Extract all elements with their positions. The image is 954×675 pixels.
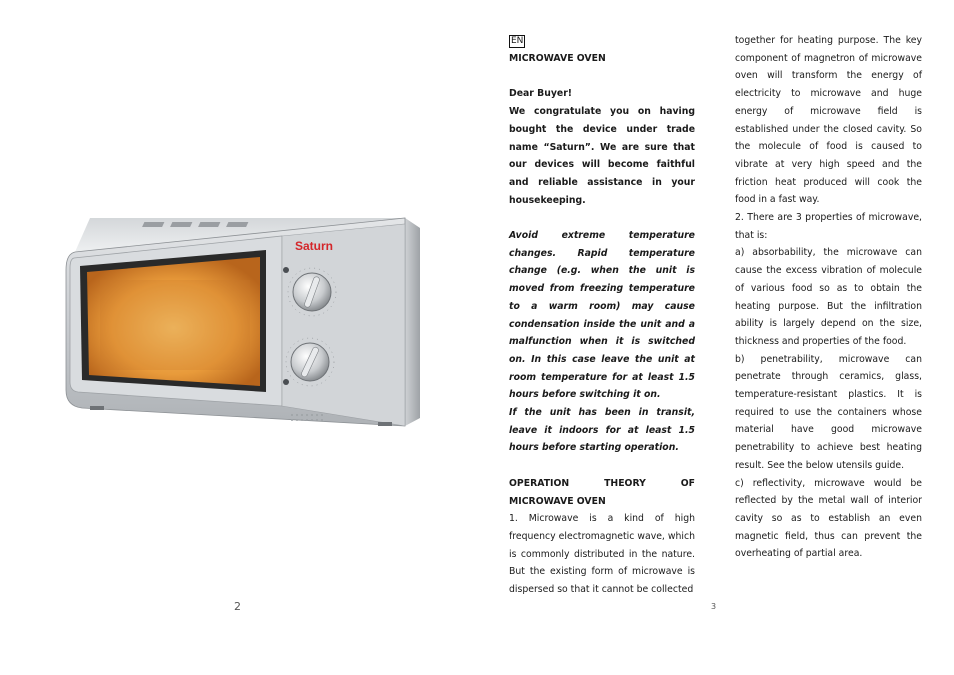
section-heading: OPERATION THEORY OF MICROWAVE OVEN — [509, 477, 695, 507]
language-tag: EN — [511, 36, 524, 46]
greeting: Dear Buyer! — [509, 88, 573, 100]
intro-paragraph: We congratulate you on having bought the device under trade name “Saturn”. We are sure that our devices will become faithful and reliable assistance in your housekeeping. — [509, 106, 695, 206]
theory-paragraph-1-continued: together for heating purpose. The key component of magnetron of microwave oven will transform the energy of electricity to microwave and huge energy of microwave field is established under the closed cavity. So the molecule of food is caused to vibrate at very high speed and the friction heat produced will cook the food in a fast way. — [735, 35, 922, 206]
microwave-oven-image — [60, 210, 425, 435]
left-page-number: 2 — [234, 600, 241, 613]
brand-logo: Saturn — [295, 239, 334, 253]
transit-warning: If the unit has been in transit, leave it indoors for at least 1.5 hours before starting operation. — [509, 407, 695, 454]
property-penetrability: b) penetrability, microwave can penetrate through ceramics, glass, temperature-resistant plastics. It is required to use the containers whose material have good microwave penetrability to achieve best heating result. See the below utensils guide. — [735, 353, 922, 471]
document-title: MICROWAVE OVEN — [509, 53, 606, 64]
property-reflectivity: c) reflectivity, microwave would be reflected by the metal wall of interior cavity so as to establish an even magnetic field, thus can prevent the overheating of partial area. — [735, 477, 922, 560]
theory-paragraph-2: 2. There are 3 properties of microwave, that is: — [735, 212, 922, 241]
property-absorbability: a) absorbability, the microwave can cause the excess vibration of molecule of various food so as to obtain the heating purpose. But the infiltration ability is largely depend on the size, thickness and properties of the food. — [735, 247, 922, 347]
middle-text-column — [509, 32, 695, 599]
right-text-column — [735, 32, 922, 563]
right-page-number: 3 — [711, 602, 717, 611]
warning-paragraph: Avoid extreme temperature changes. Rapid temperature change (e.g. when the unit is moved from freezing temperature to a warm room) may cause condensation inside the unit and a malfunction when it is switched on. In this case leave the unit at room temperature for at least 1.5 hours before switching it on. — [509, 230, 695, 401]
theory-paragraph-1: 1. Microwave is a kind of high frequency electromagnetic wave, which is commonly distributed in the nature. But the existing form of microwave is dispersed so that it cannot be collected — [509, 513, 695, 596]
